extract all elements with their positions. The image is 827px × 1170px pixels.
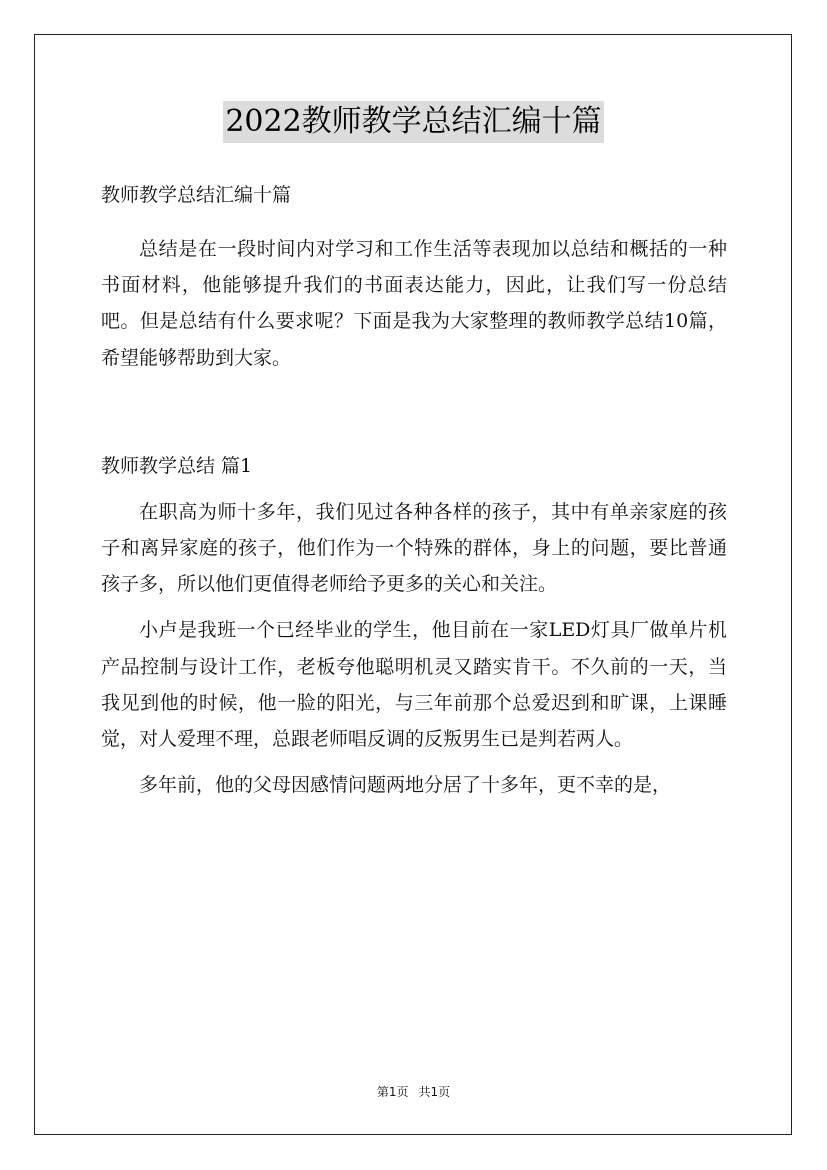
section-heading: 教师教学总结 篇1 — [101, 454, 253, 477]
page-number: 第1页 — [376, 1085, 409, 1099]
page-total: 共1页 — [418, 1085, 451, 1099]
page-footer — [0, 1083, 827, 1100]
body-paragraph: 在职高为师十多年，我们见过各种各样的孩子，其中有单亲家庭的孩子和离异家庭的孩子，他们作为一个特殊的群体，身上的问题，要比普通孩子多，所以他们更值得老师给予更多的关心和关注。 — [101, 500, 727, 596]
title-container — [0, 101, 827, 143]
document-title: 2022教师教学总结汇编十篇 — [223, 101, 603, 143]
body-paragraph: 小卢是我班一个已经毕业的学生，他目前在一家LED灯具厂做单片机产品控制与设计工作，老板夸他聪明机灵又踏实肯干。不久前的一天，当我见到他的时候，他一脸的阳光，与三年前那个总爱迟到和旷课，上课睡觉，对人爱理不理，总跟老师唱反调的反叛男生已是判若两人。 — [101, 619, 727, 751]
intro-paragraph: 总结是在一段时间内对学习和工作生活等表现加以总结和概括的一种书面材料，他能够提升我们的书面表达能力，因此，让我们写一份总结吧。但是总结有什么要求呢？下面是我为大家整理的教师教学总结10篇，希望能够帮助到大家。 — [101, 238, 727, 369]
document-subtitle: 教师教学总结汇编十篇 — [101, 184, 292, 206]
body-paragraph: 多年前，他的父母因感情问题两地分居了十多年，更不幸的是， — [139, 774, 672, 797]
document-body — [101, 177, 727, 803]
